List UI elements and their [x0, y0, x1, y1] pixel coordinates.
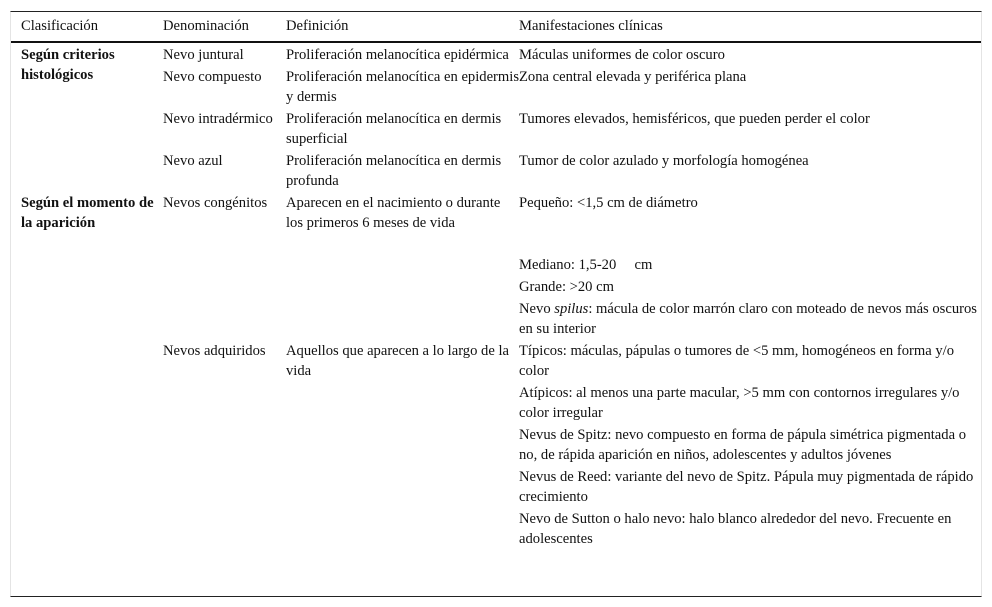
manifestation-cell	[519, 298, 981, 340]
table-row	[11, 42, 981, 66]
definition-cell: Aquellos que aparecen a lo largo de la vida	[286, 343, 510, 379]
definition-cell: Proliferación melanocítica en epidermis y dermis	[286, 69, 520, 105]
denomination-cell: Nevo intradérmico	[163, 111, 273, 127]
denomination-cell: Nevos congénitos	[163, 195, 268, 211]
definition-cell: Proliferación melanocítica en dermis superficial	[286, 111, 502, 147]
definition-cell: Aparecen en el nacimiento o durante los primeros 6 meses de vida	[286, 195, 501, 231]
header-manifestaciones: Manifestaciones clínicas	[519, 12, 981, 42]
spilus-italic: spilus	[554, 301, 589, 317]
manifestation-cell: Atípicos: al menos una parte macular, >5 mm con contornos irregulares y/o color irregular	[519, 385, 960, 421]
denomination-cell: Nevo azul	[163, 153, 223, 169]
header-denominacion: Denominación	[163, 12, 286, 42]
manifestation-cell: Tumores elevados, hemisféricos, que pueden perder el color	[519, 111, 870, 127]
spilus-prefix: Nevo	[519, 301, 555, 317]
manifestation-cell: Pequeño: <1,5 cm de diámetro	[519, 195, 698, 211]
manifestation-cell: Máculas uniformes de color oscuro	[519, 47, 725, 63]
manifestation-cell: Nevus de Spitz: nevo compuesto en forma de pápula simétrica pigmentada o no, de rápida aparición en niños, adolescentes y adultos jóvenes	[519, 427, 967, 463]
manifestation-cell: Zona central elevada y periférica plana	[519, 69, 747, 85]
denomination-cell: Nevos adquiridos	[163, 343, 266, 359]
definition-cell: Proliferación melanocítica en dermis profunda	[286, 153, 502, 189]
spilus-suffix: : mácula de color marrón claro con moteado de nevos más oscuros en su interior	[519, 301, 977, 337]
nevus-classification-table	[10, 11, 982, 597]
manifestation-cell: Típicos: máculas, pápulas o tumores de <5 mm, homogéneos en forma y/o color	[519, 343, 955, 379]
denomination-cell: Nevo compuesto	[163, 69, 262, 85]
manifestation-cell: Nevus de Reed: variante del nevo de Spitz. Pápula muy pigmentada de rápido crecimiento	[519, 469, 974, 505]
manifestation-cell: Tumor de color azulado y morfología homogénea	[519, 153, 809, 169]
manifestation-cell: Nevo de Sutton o halo nevo: halo blanco alrededor del nevo. Frecuente en adolescentes	[519, 511, 952, 547]
denomination-cell: Nevo juntural	[163, 47, 244, 63]
header-definicion: Definición	[286, 12, 519, 42]
classification-cell: Según el momento de la aparición	[21, 195, 154, 231]
manifestation-cell: Mediano: 1,5-20 cm	[519, 257, 653, 273]
header-clasificacion: Clasificación	[11, 12, 163, 42]
manifestation-cell: Grande: >20 cm	[519, 279, 614, 295]
table-header-row	[11, 12, 981, 42]
table-row	[11, 192, 981, 254]
definition-cell: Proliferación melanocítica epidérmica	[286, 47, 509, 63]
classification-cell: Según criterios histológicos	[21, 47, 115, 83]
